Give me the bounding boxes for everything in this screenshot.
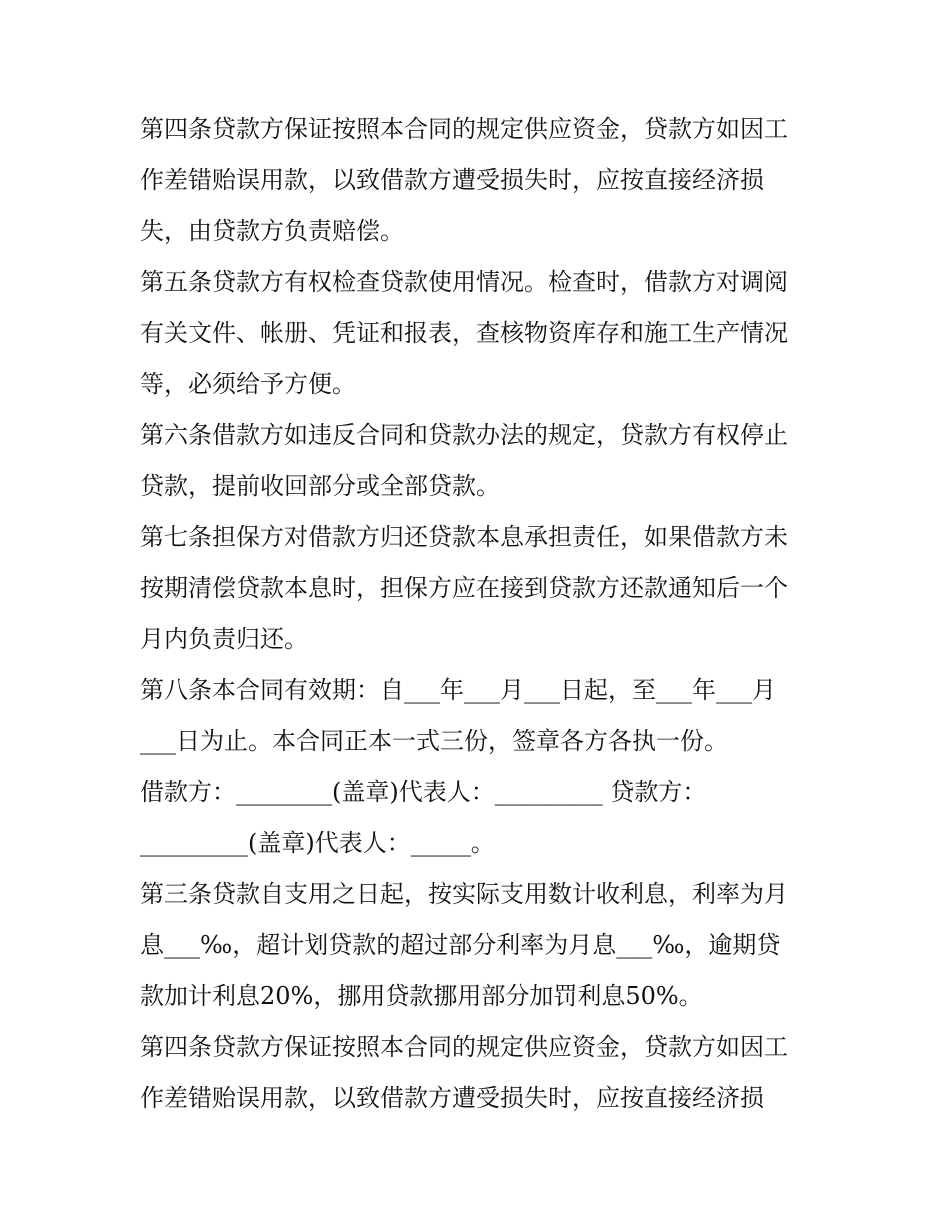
- text-line: ___日为止。本合同正本一式三份，签章各方各执一份。: [140, 727, 728, 755]
- text-line: 第四条贷款方保证按照本合同的规定供应资金，贷款方如因工: [140, 115, 788, 143]
- text-line: 有关文件、帐册、凭证和报表，查核物资库存和施工生产情况: [140, 319, 788, 347]
- text-line: 作差错贻误用款，以致借款方遭受损失时，应按直接经济损: [140, 166, 764, 194]
- text-line: 第八条本合同有效期：自___年___月___日起，至___年___月: [140, 676, 776, 704]
- text-line: 失，由贷款方负责赔偿。: [140, 217, 404, 245]
- text-line: 第五条贷款方有权检查贷款使用情况。检查时，借款方对调阅: [140, 268, 788, 296]
- text-line: 第四条贷款方保证按照本合同的规定供应资金，贷款方如因工: [140, 1033, 788, 1061]
- text-line: 等，必须给予方便。: [140, 370, 356, 398]
- text-line: _________(盖章)代表人：_____。: [140, 829, 495, 857]
- text-line: 借款方：________(盖章)代表人：_________ 贷款方：: [140, 778, 707, 806]
- text-line: 息___‰，超计划贷款的超过部分利率为月息___‰，逾期贷: [140, 931, 781, 959]
- text-line: 第六条借款方如违反合同和贷款办法的规定，贷款方有权停止: [140, 421, 788, 449]
- text-line: 第七条担保方对借款方归还贷款本息承担责任，如果借款方未: [140, 523, 788, 551]
- text-line: 月内负责归还。: [140, 625, 308, 653]
- text-line: 作差错贻误用款，以致借款方遭受损失时，应按直接经济损: [140, 1084, 764, 1112]
- text-line: 按期清偿贷款本息时，担保方应在接到贷款方还款通知后一个: [140, 574, 788, 602]
- text-line: 贷款，提前收回部分或全部贷款。: [140, 472, 500, 500]
- document-body: [140, 104, 820, 1124]
- text-line: 款加计利息20%，挪用贷款挪用部分加罚利息50%。: [140, 982, 703, 1010]
- text-line: 第三条贷款自支用之日起，按实际支用数计收利息，利率为月: [140, 880, 788, 908]
